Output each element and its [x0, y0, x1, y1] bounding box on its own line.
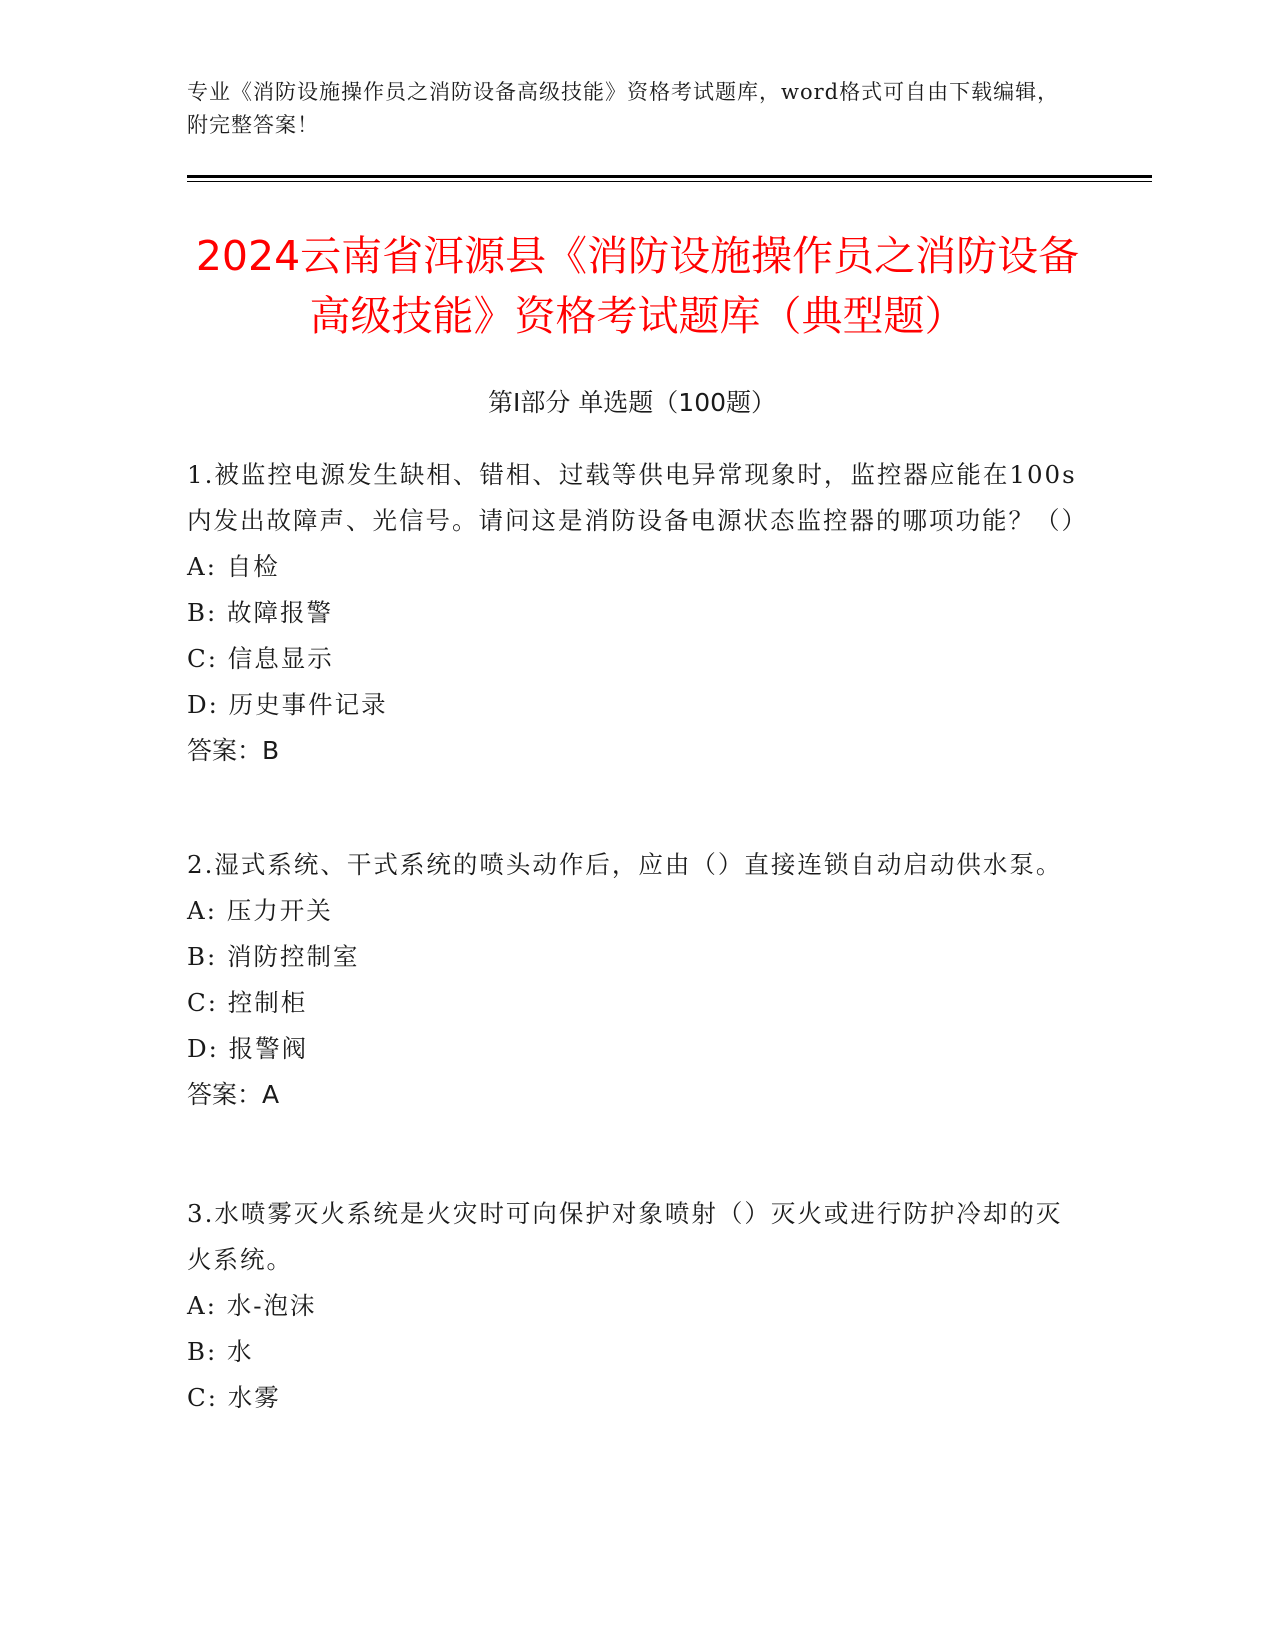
answer: 答案：A — [187, 1080, 280, 1109]
option-a: A: 自检 — [187, 552, 280, 581]
option-b: B: 水 — [187, 1337, 254, 1366]
question-text: 3.水喷雾灭火系统是火灾时可向保护对象喷射（）灭火或进行防护冷却的灭火系统。 — [187, 1199, 1063, 1274]
question-1 — [187, 452, 1088, 774]
question-text: 2.湿式系统、干式系统的喷头动作后，应由（）直接连锁自动启动供水泵。 — [187, 850, 1063, 879]
option-d: D: 报警阀 — [187, 1034, 309, 1063]
document-intro: 专业《消防设施操作员之消防设备高级技能》资格考试题库，word格式可自由下载编辑，附完整答案！ — [187, 80, 1060, 137]
header-divider-thick — [187, 175, 1152, 178]
question-text: 1.被监控电源发生缺相、错相、过载等供电异常现象时，监控器应能在100s内发出故障声、光信号。请问这是消防设备电源状态监控器的哪项功能？（） — [187, 460, 1088, 535]
option-c: C: 信息显示 — [187, 644, 334, 673]
answer: 答案：B — [187, 736, 280, 765]
option-a: A: 水-泡沫 — [187, 1291, 317, 1320]
option-a: A: 压力开关 — [187, 896, 333, 925]
option-b: B: 消防控制室 — [187, 942, 360, 971]
question-2 — [187, 842, 1077, 1118]
page-title: 2024云南省洱源县《消防设施操作员之消防设备高级技能》资格考试题库（典型题） — [195, 232, 1080, 340]
header-divider-thin — [187, 181, 1152, 182]
option-c: C: 水雾 — [187, 1383, 281, 1412]
question-3 — [187, 1191, 1077, 1421]
section-heading: 第I部分 单选题（100题） — [487, 388, 777, 417]
option-d: D: 历史事件记录 — [187, 690, 388, 719]
option-c: C: 控制柜 — [187, 988, 308, 1017]
option-b: B: 故障报警 — [187, 598, 334, 627]
